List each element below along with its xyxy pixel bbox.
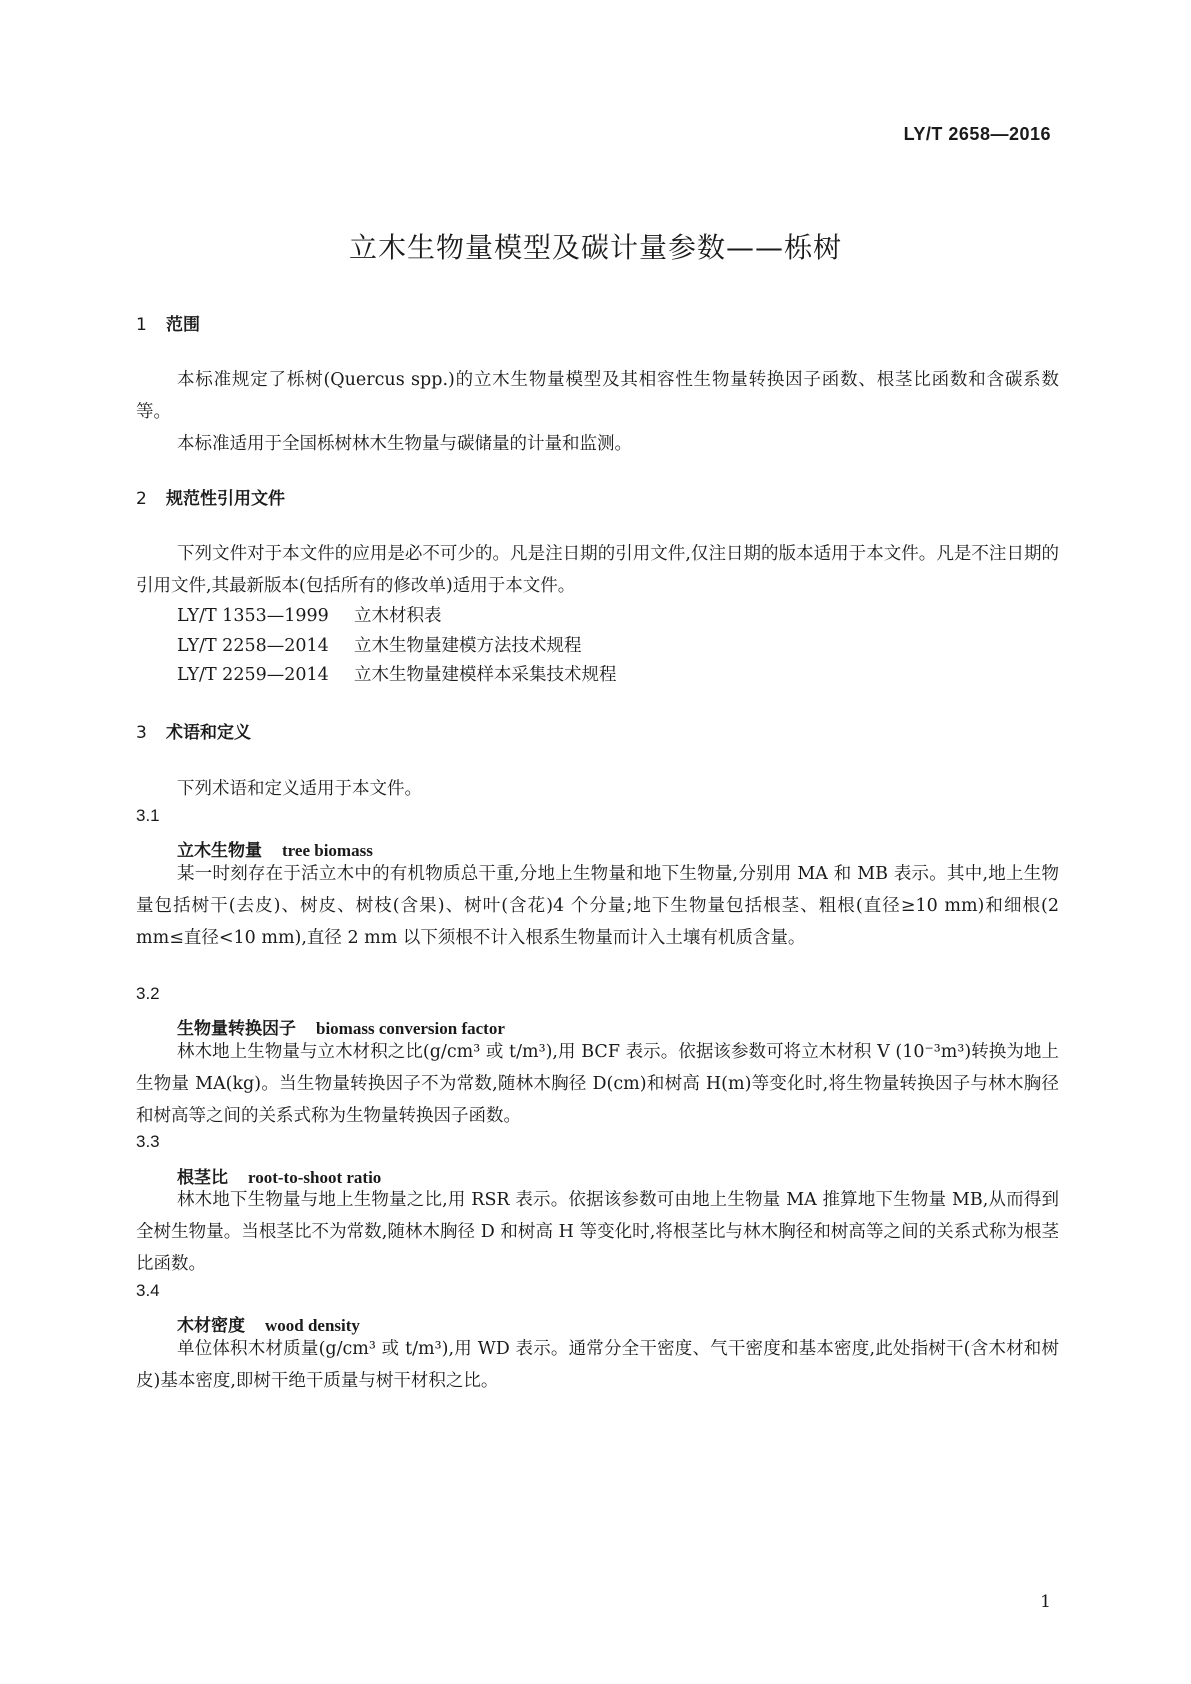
reference-code: LY/T 2259—2014 bbox=[177, 665, 329, 685]
term-cn: 木材密度 bbox=[177, 1316, 245, 1336]
reference-title: 立木生物量建模方法技术规程 bbox=[354, 636, 582, 656]
term-cn: 立木生物量 bbox=[177, 841, 262, 861]
reference-title: 立木材积表 bbox=[354, 606, 442, 626]
reference-title: 立木生物量建模样本采集技术规程 bbox=[354, 665, 617, 685]
reference-item bbox=[177, 661, 617, 686]
term-cn: 根茎比 bbox=[177, 1168, 228, 1188]
section-title: 范围 bbox=[166, 315, 200, 335]
reference-item bbox=[177, 602, 442, 627]
page-number: 1 bbox=[1040, 1592, 1051, 1612]
term-en: root-to-shoot ratio bbox=[248, 1168, 382, 1187]
paragraph: 下列文件对于本文件的应用是必不可少的。凡是注日期的引用文件,仅注日期的版本适用于本文件。凡是不注日期的引用文件,其最新版本(包括所有的修改单)适用于本文件。 bbox=[136, 544, 1059, 596]
paragraph: 下列术语和定义适用于本文件。 bbox=[177, 779, 422, 799]
section-number: 1 bbox=[136, 315, 147, 335]
section-number: 2 bbox=[136, 489, 147, 509]
paragraph: 本标准规定了栎树(Quercus spp.)的立木生物量模型及其相容性生物量转换因子函数、根茎比函数和含碳系数等。 bbox=[136, 370, 1059, 422]
section-heading-normative-references bbox=[136, 484, 285, 509]
term-definition: 林木地下生物量与地上生物量之比,用 RSR 表示。依据该参数可由地上生物量 MA 推算地下生物量 MB,从而得到全树生物量。当根茎比不为常数,随林木胸径 D 和树高 H 等变化时,将根茎比与林木胸径和树高等之间的关系式称为根茎比函数。 bbox=[136, 1190, 1059, 1274]
reference-code: LY/T 2258—2014 bbox=[177, 636, 329, 656]
term-number: 3.4 bbox=[136, 1281, 160, 1300]
term-en: tree biomass bbox=[282, 841, 373, 860]
reference-code: LY/T 1353—1999 bbox=[177, 606, 329, 626]
term-en: biomass conversion factor bbox=[316, 1019, 505, 1038]
document-title: 立木生物量模型及碳计量参数——栎树 bbox=[348, 231, 842, 264]
section-heading-terms bbox=[136, 718, 251, 743]
term-number: 3.2 bbox=[136, 984, 160, 1003]
section-title: 术语和定义 bbox=[166, 723, 251, 743]
term-number: 3.3 bbox=[136, 1132, 160, 1151]
paragraph: 本标准适用于全国栎树林木生物量与碳储量的计量和监测。 bbox=[177, 434, 632, 454]
term-definition: 某一时刻存在于活立木中的有机物质总干重,分地上生物量和地下生物量,分别用 MA 和 MB 表示。其中,地上生物量包括树干(去皮)、树皮、树枝(含果)、树叶(含花)4 个分量;地下生物量包括根茎、粗根(直径≥10 mm)和细根(2 mm≤直径<10 mm),直径 2 mm 以下须根不计入根系生物量而计入土壤有机质含量。 bbox=[136, 864, 1059, 948]
term-number: 3.1 bbox=[136, 806, 160, 825]
term-definition: 林木地上生物量与立木材积之比(g/cm³ 或 t/m³),用 BCF 表示。依据该参数可将立木材积 V (10⁻³m³)转换为地上生物量 MA(kg)。当生物量转换因子不为常数,随林木胸径 D(cm)和树高 H(m)等变化时,将生物量转换因子与林木胸径和树高等之间的关系式称为生物量转换因子函数。 bbox=[136, 1042, 1059, 1126]
term-en: wood density bbox=[265, 1316, 360, 1335]
term-definition: 单位体积木材质量(g/cm³ 或 t/m³),用 WD 表示。通常分全干密度、气干密度和基本密度,此处指树干(含木材和树皮)基本密度,即树干绝干质量与树干材积之比。 bbox=[136, 1339, 1059, 1391]
section-number: 3 bbox=[136, 723, 147, 743]
section-heading-scope bbox=[136, 310, 200, 335]
section-title: 规范性引用文件 bbox=[166, 489, 285, 509]
standard-number: LY/T 2658—2016 bbox=[903, 124, 1051, 144]
reference-item bbox=[177, 632, 582, 657]
term-cn: 生物量转换因子 bbox=[177, 1019, 296, 1039]
